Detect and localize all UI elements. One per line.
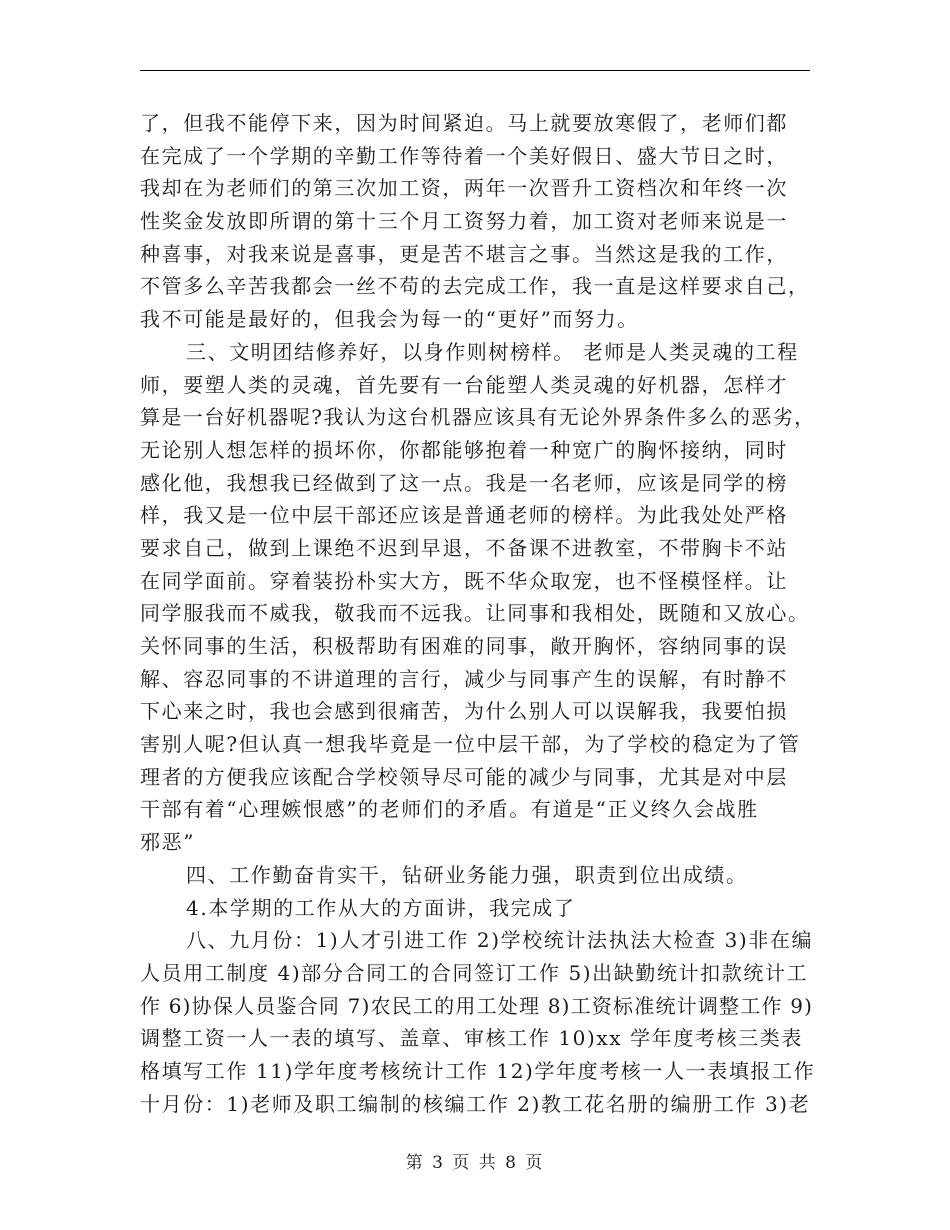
text-line: 在完成了一个学期的辛勤工作等待着一个美好假日、盛大节日之时， <box>140 143 788 168</box>
text-line: 性奖金发放即所谓的第十三个月工资努力着，加工资对老师来说是一 <box>140 209 788 234</box>
text-line: 四、工作勤奋肯实干，钻研业务能力强，职责到位出成绩。 <box>186 862 748 887</box>
text-line: 人员用工制度 4)部分合同工的合同签订工作 5)出缺勤统计扣款统计工 <box>140 960 809 985</box>
text-line: 干部有着“心理嫉恨感”的老师们的矛盾。有道是“正义终久会战胜 <box>140 797 759 822</box>
document-body <box>140 107 820 1120</box>
text-line: 无论别人想怎样的损坏你，你都能够抱着一种宽广的胸怀接纳，同时 <box>140 437 788 462</box>
text-line: 格填写工作 11)学年度考核统计工作 12)学年度考核一人一表填报工作 <box>140 1058 816 1083</box>
text-line: 害别人呢?但认真一想我毕竟是一位中层干部，为了学校的稳定为了管 <box>140 732 801 757</box>
text-line: 理者的方便我应该配合学校领导尽可能的减少与同事，尤其是对中层 <box>140 764 788 789</box>
text-line: 邪恶” <box>140 830 196 855</box>
text-line: 同学服我而不威我，敬我而不远我。让同事和我相处，既随和又放心。 <box>140 601 810 626</box>
header-rule <box>140 70 810 71</box>
text-line: 三、文明团结修养好，以身作则树榜样。 老师是人类灵魂的工程 <box>186 339 799 364</box>
text-line: 样，我又是一位中层干部还应该是普通老师的榜样。为此我处处严格 <box>140 503 788 528</box>
text-line: 解、容忍同事的不讲道理的言行，减少与同事产生的误解，有时静不 <box>140 666 788 691</box>
text-line: 八、九月份：1)人才引进工作 2)学校统计法执法大检查 3)非在编 <box>186 928 814 953</box>
text-line: 种喜事，对我来说是喜事，更是苦不堪言之事。当然这是我的工作， <box>140 241 788 266</box>
text-line: 关怀同事的生活，积极帮助有困难的同事，敞开胸怀，容纳同事的误 <box>140 634 788 658</box>
text-line: 要求自己，做到上课绝不迟到早退，不备课不进教室，不带胸卡不站 <box>140 535 788 560</box>
text-line: 调整工资一人一表的填写、盖章、审核工作 10)xx 学年度考核三类表 <box>140 1026 803 1051</box>
text-line: 在同学面前。穿着装扮朴实大方，既不华众取宠，也不怪模怪样。让 <box>140 568 788 593</box>
page-number: 第 3 页 共 8 页 <box>405 1153 545 1173</box>
text-line: 算是一台好机器呢?我认为这台机器应该具有无论外界条件多么的恶劣， <box>140 405 816 430</box>
text-line: 不管多么辛苦我都会一丝不苟的去完成工作，我一直是这样要求自己， <box>140 274 810 299</box>
text-line: 十月份：1)老师及职工编制的核编工作 2)教工花名册的编册工作 3)老 <box>140 1091 811 1116</box>
text-line: 师，要塑人类的灵魂，首先要有一台能塑人类灵魂的好机器，怎样才 <box>140 372 788 397</box>
text-line: 4.本学期的工作从大的方面讲，我完成了 <box>186 895 576 920</box>
text-line: 下心来之时，我也会感到很痛苦，为什么别人可以误解我，我要怕损 <box>140 699 788 724</box>
text-line: 我却在为老师们的第三次加工资，两年一次晋升工资档次和年终一次 <box>140 176 788 201</box>
text-line: 作 6)协保人员鉴合同 7)农民工的用工处理 8)工资标准统计调整工作 9) <box>140 993 814 1018</box>
text-line: 了，但我不能停下来，因为时间紧迫。马上就要放寒假了，老师们都 <box>140 111 788 135</box>
text-line: 感化他，我想我已经做到了这一点。我是一名老师，应该是同学的榜 <box>140 470 788 495</box>
text-line: 我不可能是最好的，但我会为每一的“更好”而努力。 <box>140 307 639 332</box>
